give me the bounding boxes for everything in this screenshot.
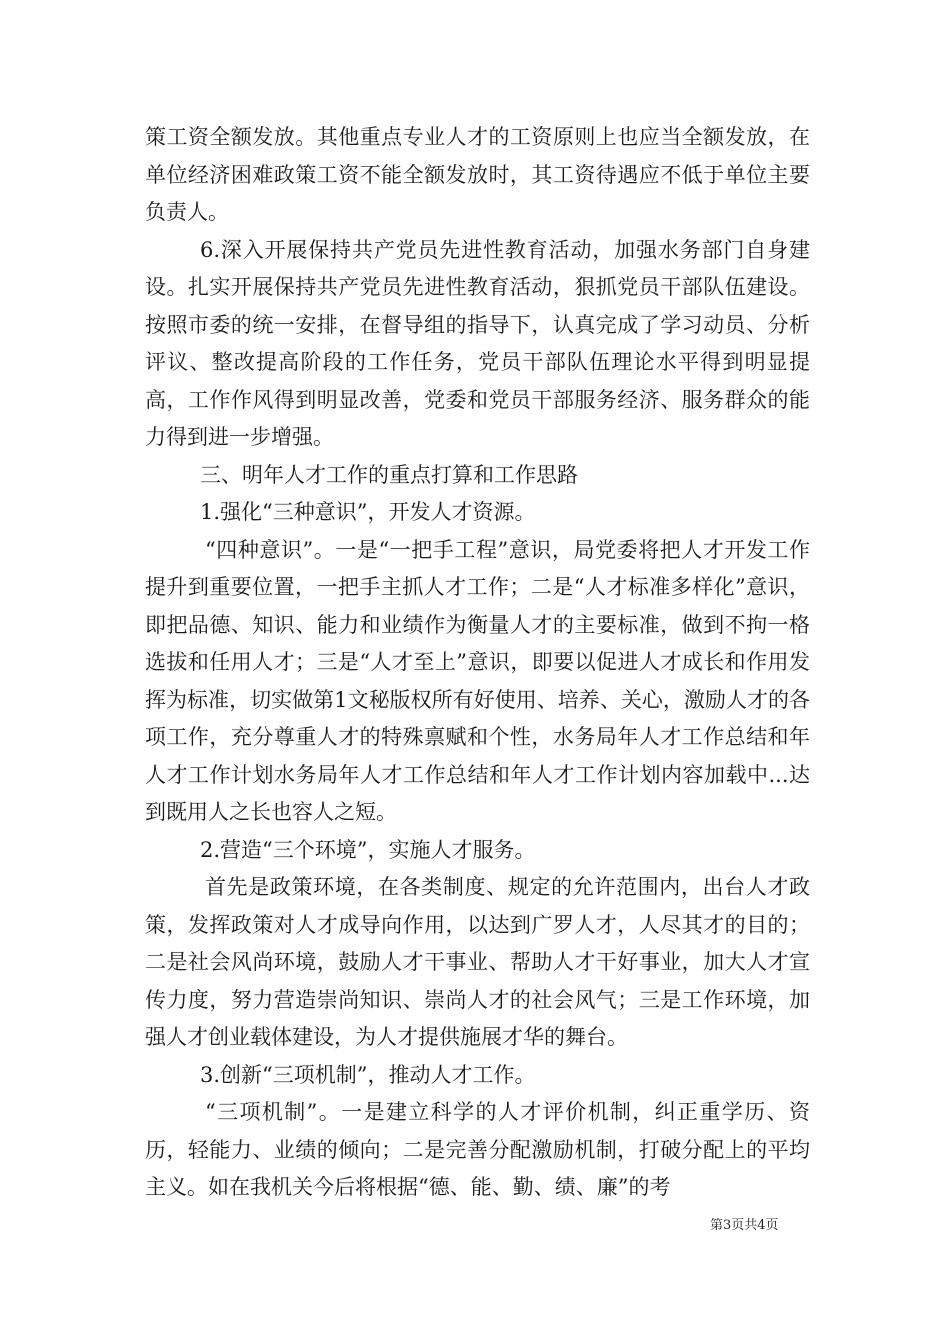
paragraph-4: 首先是政策环境，在各类制度、规定的允许范围内，出台人才政策，发挥政策对人才成导向作用，以达到广罗人才，人尽其才的目的；二是社会风尚环境，鼓励人才干事业、帮助人才干好事业，加大人才宣传力度，努力营造崇尚知识、崇尚人才的社会风气；三是工作环境，加强人才创业载体建设，为人才提供施展才华的舞台。: [145, 875, 810, 1049]
paragraph-5: “三项机制”。一是建立科学的人才评价机制，纠正重学历、资历，轻能力、业绩的倾向；二是完善分配激励机制，打破分配上的平均主义。如在我机关今后将根据“德、能、勤、绩、廉”的考: [145, 1100, 810, 1199]
section-heading: 三、明年人才工作的重点打算和工作思路: [200, 462, 578, 487]
paragraph-3: “四种意识”。一是“一把手工程”意识，局党委将把人才开发工作提升到重要位置，一把手主抓人才工作；二是“人才标准多样化”意识，即把品德、知识、能力和业绩作为衡量人才的主要标准，做到不拘一格选拔和任用人才；三是“人才至上”意识，即要以促进人才成长和作用发挥为标准，切实做第1文秘版权所有好使用、培养、关心，激励人才的各项工作，充分尊重人才的特殊禀赋和个性，水务局年人才工作总结和年人才工作计划水务局年人才工作总结和年人才工作计划内容加载中...达到既用人之长也容人之短。: [145, 537, 810, 824]
subheading-2: 2.营造“三个环境”，实施人才服务。: [200, 837, 536, 862]
document-body: [145, 119, 810, 1207]
page-number: 第3页共4页: [710, 1218, 779, 1233]
subheading-1: 1.强化“三种意识”，开发人才资源。: [200, 500, 536, 524]
page-footer: [710, 1218, 820, 1234]
subheading-3: 3.创新“三项机制”，推动人才工作。: [200, 1062, 536, 1087]
paragraph-1: 策工资全额发放。其他重点专业人才的工资原则上也应当全额发放，在单位经济困难政策工资不能全额发放时，其工资待遇应不低于单位主要负责人。: [145, 125, 810, 224]
paragraph-2: 6.深入开展保持共产党员先进性教育活动，加强水务部门自身建设。扎实开展保持共产党员先进性教育活动，狠抓党员干部队伍建设。按照市委的统一安排，在督导组的指导下，认真完成了学习动员、分析评议、整改提高阶段的工作任务，党员干部队伍理论水平得到明显提高，工作作风得到明显改善，党委和党员干部服务经济、服务群众的能力得到进一步增强。: [145, 237, 810, 449]
